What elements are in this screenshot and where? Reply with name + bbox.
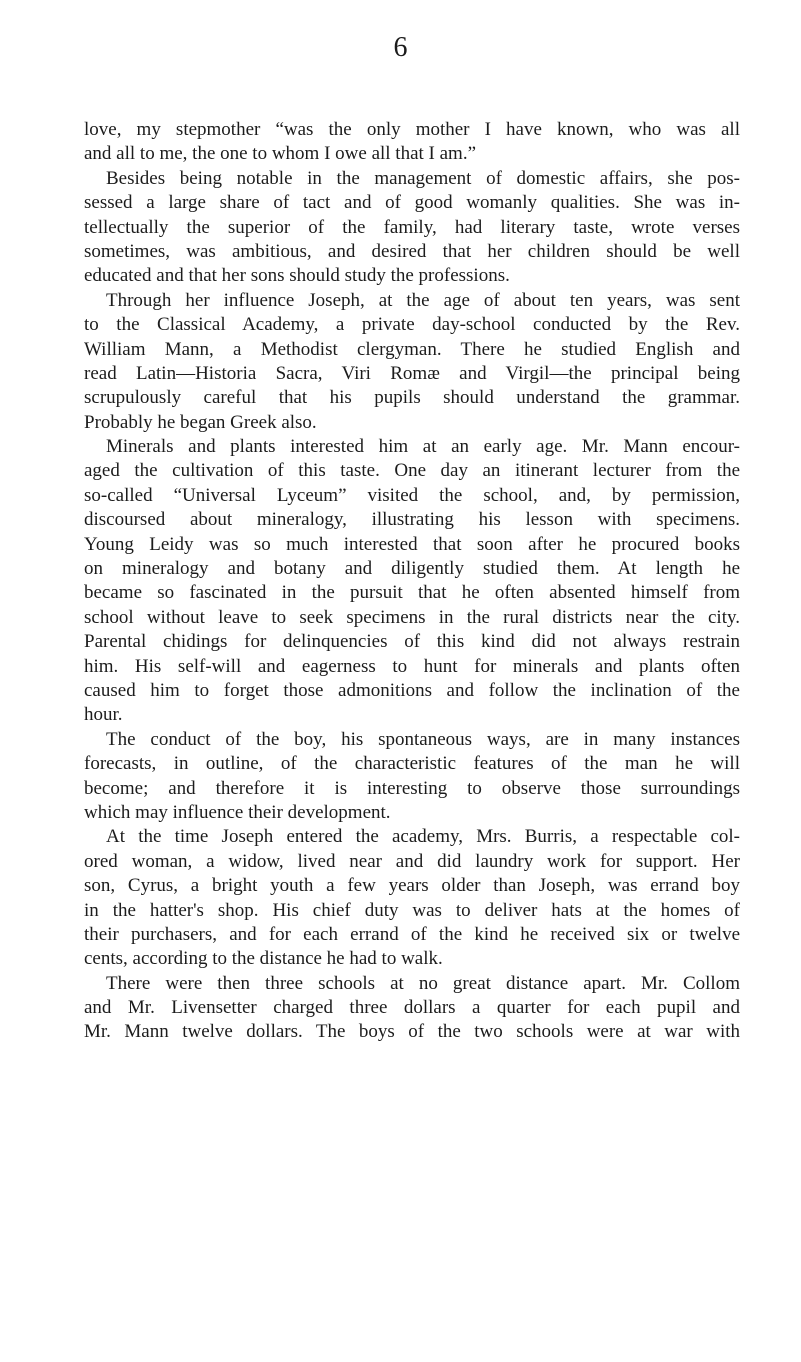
text-line: become; and therefore it is interesting to observe those surroundings bbox=[84, 777, 740, 799]
text-line: their purchasers, and for each errand of the kind he received six or twelve bbox=[84, 923, 740, 945]
text-line: scrupulously careful that his pupils should understand the grammar. bbox=[84, 387, 740, 409]
text-line: Minerals and plants interested him at an early age. Mr. Mann encour- bbox=[106, 436, 740, 458]
text-line: sessed a large share of tact and of good womanly qualities. She was in- bbox=[84, 192, 740, 214]
text-line: which may influence their development. bbox=[84, 801, 391, 823]
text-line: caused him to forget those admonitions and follow the inclination of the bbox=[84, 679, 740, 701]
text-line: educated and that her sons should study the professions. bbox=[84, 265, 510, 287]
page-body-text bbox=[84, 118, 740, 1045]
text-line: read Latin—Historia Sacra, Viri Romæ and Virgil—the principal being bbox=[84, 362, 740, 384]
text-line: hour. bbox=[84, 704, 123, 726]
text-line: school without leave to seek specimens in the rural districts near the city. bbox=[84, 606, 740, 628]
text-line: Probably he began Greek also. bbox=[84, 411, 317, 433]
text-line: aged the cultivation of this taste. One day an itinerant lecturer from the bbox=[84, 460, 740, 482]
text-line: son, Cyrus, a bright youth a few years older than Joseph, was errand boy bbox=[84, 875, 740, 897]
text-line: Mr. Mann twelve dollars. The boys of the two schools were at war with bbox=[84, 1021, 740, 1043]
text-line: Besides being notable in the management of domestic affairs, she pos- bbox=[106, 167, 740, 189]
text-line: Young Leidy was so much interested that soon after he procured books bbox=[84, 533, 740, 555]
text-line: cents, according to the distance he had to walk. bbox=[84, 948, 443, 970]
text-line: Through her influence Joseph, at the age of about ten years, was sent bbox=[106, 289, 740, 311]
text-line: love, my stepmother “was the only mother I have known, who was all bbox=[84, 119, 740, 140]
text-line: became so fascinated in the pursuit that he often absented himself from bbox=[84, 582, 740, 604]
text-line: discoursed about mineralogy, illustrating his lesson with specimens. bbox=[84, 509, 740, 531]
text-line: and Mr. Livensetter charged three dollars a quarter for each pupil and bbox=[84, 997, 740, 1019]
text-line: to the Classical Academy, a private day-school conducted by the Rev. bbox=[84, 314, 740, 336]
text-line: The conduct of the boy, his spontaneous ways, are in many instances bbox=[106, 728, 740, 750]
text-line: on mineralogy and botany and diligently studied them. At length he bbox=[84, 558, 740, 580]
text-line: There were then three schools at no great distance apart. Mr. Collom bbox=[106, 972, 740, 994]
text-line: Parental chidings for delinquencies of this kind did not always restrain bbox=[84, 631, 740, 653]
text-line: William Mann, a Methodist clergyman. There he studied English and bbox=[84, 338, 740, 360]
text-line: and all to me, the one to whom I owe all that I am.” bbox=[84, 143, 477, 165]
text-line: forecasts, in outline, of the characteristic features of the man he will bbox=[84, 753, 740, 775]
text-line: sometimes, was ambitious, and desired that her children should be well bbox=[84, 240, 740, 262]
text-line: At the time Joseph entered the academy, Mrs. Burris, a respectable col- bbox=[106, 826, 740, 848]
text-line: ored woman, a widow, lived near and did laundry work for support. Her bbox=[84, 850, 740, 872]
text-line: in the hatter's shop. His chief duty was to deliver hats at the homes of bbox=[84, 899, 740, 921]
page-number: 6 bbox=[393, 32, 408, 63]
text-line: tellectually the superior of the family, had literary taste, wrote verses bbox=[84, 216, 740, 238]
text-line: so-called “Universal Lyceum” visited the school, and, by permission, bbox=[84, 484, 740, 506]
text-line: him. His self-will and eagerness to hunt for minerals and plants often bbox=[84, 655, 740, 677]
